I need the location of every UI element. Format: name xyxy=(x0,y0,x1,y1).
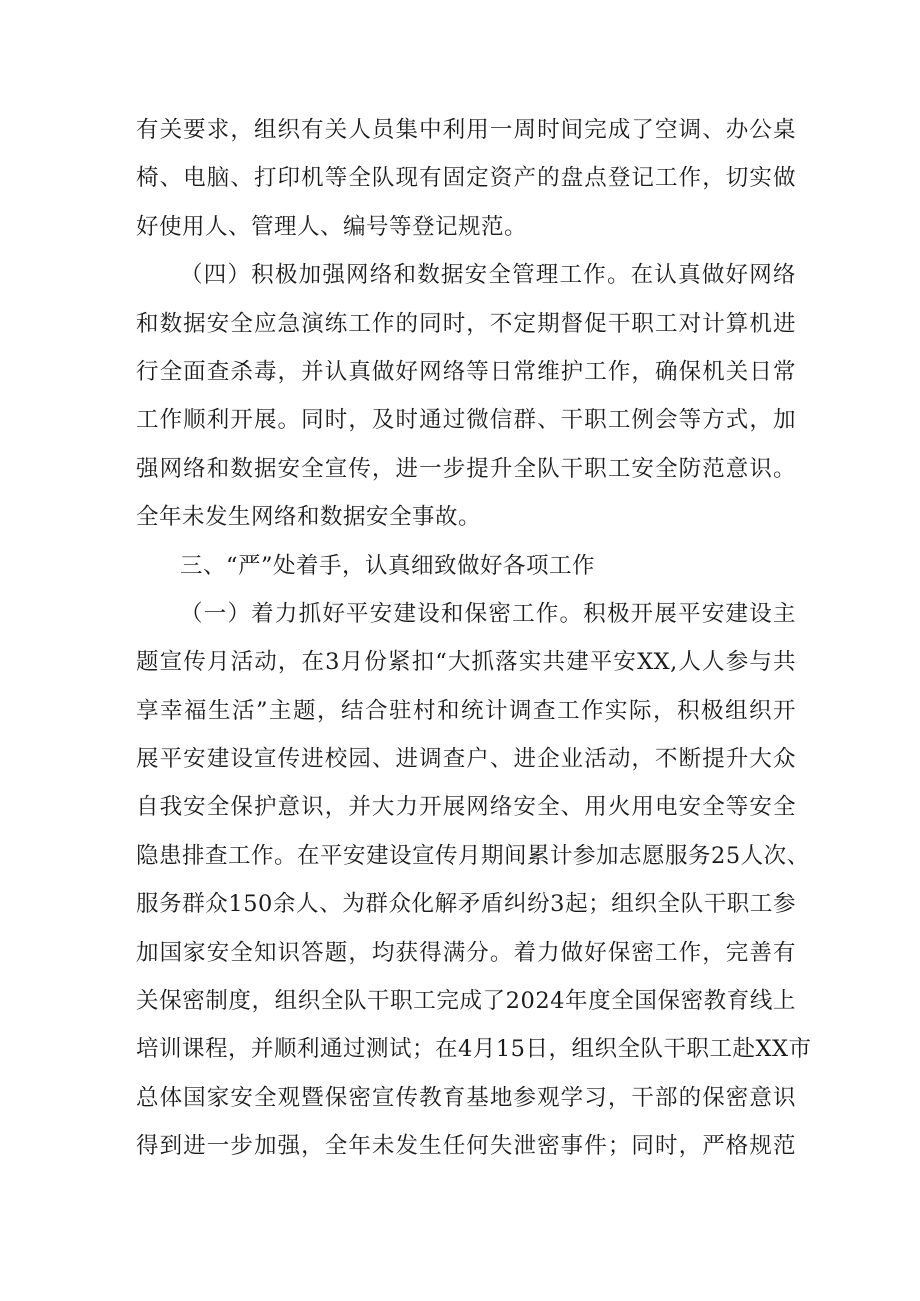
text-line: 展平安建设宣传进校园、进调查户、进企业活动，不断提升大众 xyxy=(136,746,796,773)
text-line: 享幸福生活”主题，结合驻村和统计调查工作实际，积极组织开 xyxy=(136,697,796,724)
text-line: 自我安全保护意识，并大力开展网络安全、用火用电安全等安全 xyxy=(136,794,796,821)
text-line: 服务群众150余人、为群众化解矛盾纠纷3起；组织全队干职工参 xyxy=(136,891,796,918)
text-line: （一）着力抓好平安建设和保密工作。积极开展平安建设主 xyxy=(180,600,796,627)
text-line: 有关要求，组织有关人员集中利用一周时间完成了空调、办公桌 xyxy=(136,117,796,143)
text-line: 关保密制度，组织全队干职工完成了2024年度全国保密教育线上 xyxy=(136,988,796,1015)
text-line: 好使用人、管理人、编号等登记规范。 xyxy=(136,213,528,240)
text-line: 隐患排查工作。在平安建设宣传月期间累计参加志愿服务25人次、 xyxy=(136,842,810,869)
text-line: 得到进一步加强，全年未发生任何失泄密事件；同时，严格规范 xyxy=(136,1133,796,1160)
text-line: 强网络和数据安全宣传，进一步提升全队干职工安全防范意识。 xyxy=(136,455,796,482)
text-line: 行全面查杀毒，并认真做好网络等日常维护工作，确保机关日常 xyxy=(136,358,796,385)
text-line: 工作顺利开展。同时，及时通过微信群、干职工例会等方式，加 xyxy=(136,407,796,434)
text-line: （四）积极加强网络和数据安全管理工作。在认真做好网络 xyxy=(180,262,796,289)
text-line: 总体国家安全观暨保密宣传教育基地参观学习，干部的保密意识 xyxy=(136,1084,796,1111)
text-line: 和数据安全应急演练工作的同时，不定期督促干职工对计算机进 xyxy=(136,310,796,337)
text-line: 加国家安全知识答题，均获得满分。着力做好保密工作，完善有 xyxy=(136,939,796,966)
text-line: 培训课程，并顺利通过测试；在4月15日，组织全队干职工赴XX市 xyxy=(136,1036,812,1063)
text-line: 题宣传月活动，在3月份紧扣“大抓落实共建平安XX,人人参与共 xyxy=(136,649,796,676)
text-line: 椅、电脑、打印机等全队现有固定资产的盘点登记工作，切实做 xyxy=(136,165,796,192)
text-line: 全年未发生网络和数据安全事故。 xyxy=(136,504,482,531)
text-line: 三、“严”处着手，认真细致做好各项工作 xyxy=(180,552,596,579)
body-text xyxy=(136,106,812,1171)
